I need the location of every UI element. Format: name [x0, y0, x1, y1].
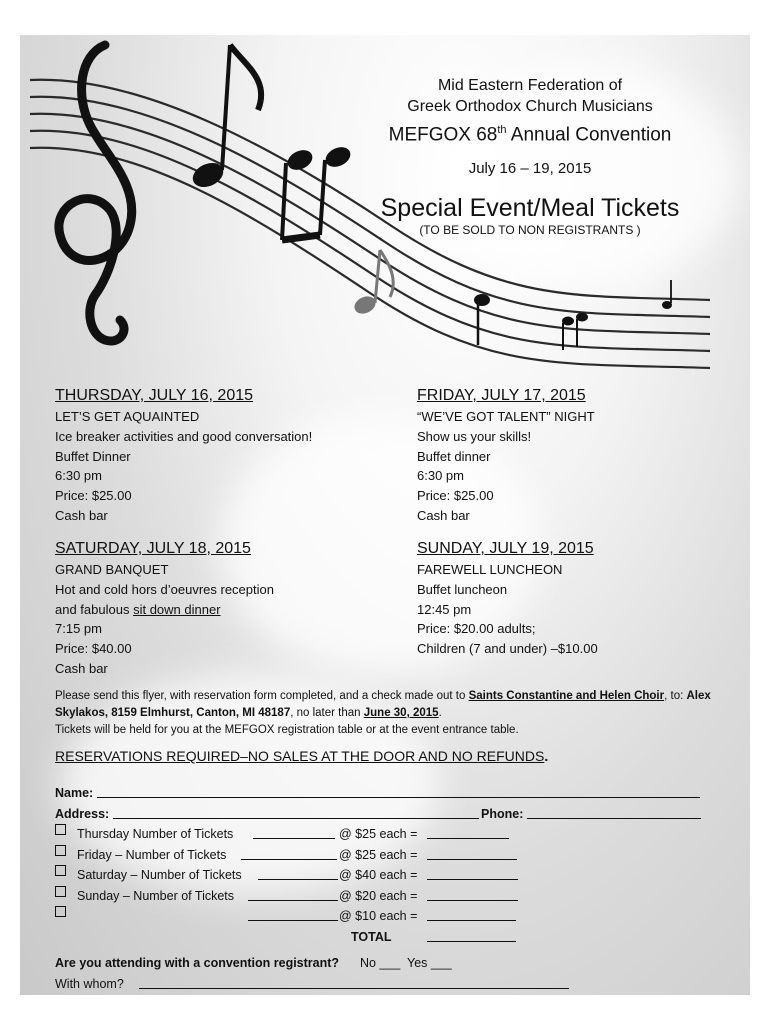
event-line: 6:30 pm: [55, 468, 102, 484]
ticket-amount-field[interactable]: [427, 920, 516, 921]
total-label: TOTAL: [351, 929, 392, 944]
event-line: 12:45 pm: [417, 601, 472, 617]
total-field[interactable]: [427, 941, 516, 942]
address-field[interactable]: [113, 818, 479, 819]
checkbox-children[interactable]: [55, 906, 66, 917]
page-title: Special Event/Meal Tickets: [380, 194, 680, 223]
with-whom-field[interactable]: [139, 988, 569, 989]
event-friday: [417, 385, 595, 526]
address-label: Address:: [55, 806, 110, 821]
registrant-row: [55, 953, 735, 974]
event-day-heading: FRIDAY, JULY 17, 2015: [417, 387, 586, 404]
ticket-label: Saturday – Number of Tickets: [77, 868, 242, 882]
yes-option[interactable]: Yes ___: [407, 956, 452, 970]
convention-title: MEFGOX 68th Annual Convention: [388, 124, 672, 146]
ticket-price: @ $20 each =: [339, 888, 418, 903]
event-line: Hot and cold hors d’oeuvres reception: [55, 581, 274, 597]
event-day-heading: SATURDAY, JULY 18, 2015: [55, 540, 251, 557]
ticket-amount-field[interactable]: [427, 859, 517, 860]
event-line: FAREWELL LUNCHEON: [417, 562, 563, 577]
ticket-label: Friday – Number of Tickets: [77, 847, 227, 862]
reservations-notice: RESERVATIONS REQUIRED–NO SALES AT THE DOOR AND NO REFUNDS.: [55, 748, 549, 764]
address-row: [55, 804, 735, 825]
federation-name-line2: Greek Orthodox Church Musicians: [407, 98, 653, 115]
ticket-price: @ $40 each =: [339, 868, 418, 882]
event-line: Children (7 and under) –$10.00: [417, 641, 598, 657]
event-line: LET’S GET AQUAINTED: [55, 409, 200, 424]
flyer-page: [20, 35, 750, 995]
checkbox-sunday[interactable]: [55, 886, 66, 897]
event-line: Ice breaker activities and good conversation!: [55, 428, 313, 444]
federation-name: Mid Eastern Federation of: [437, 77, 623, 94]
event-line: Buffet Dinner: [55, 448, 131, 464]
treble-clef-icon: [59, 45, 132, 341]
page-subtitle: (TO BE SOLD TO NON REGISTRANTS ): [419, 223, 641, 238]
event-day-heading: SUNDAY, JULY 19, 2015: [417, 540, 594, 557]
ticket-amount-field[interactable]: [427, 900, 518, 901]
ticket-qty-field[interactable]: [241, 859, 337, 860]
event-line: 7:15 pm: [55, 621, 102, 637]
ticket-label: Sunday – Number of Tickets: [77, 888, 235, 903]
checkbox-friday[interactable]: [55, 845, 66, 856]
ticket-label: Thursday Number of Tickets: [77, 827, 234, 841]
ticket-row-sunday: [55, 886, 735, 907]
mailing-instructions: Please send this flyer, with reservation form completed, and a check made out to Saints Constantine and Helen Choir, to: Alex Skylakos, 8159 Elmhurst, Canton, MI 48187, no later than June 30, 2015. Tickets will be held for you at the MEFGOX registration table or at the event entrance table.: [55, 690, 711, 736]
ticket-qty-field[interactable]: [258, 879, 338, 880]
reservation-form: [55, 783, 735, 994]
event-line: 6:30 pm: [417, 468, 464, 484]
ticket-price: @ $10 each =: [339, 909, 418, 923]
ticket-row-saturday: [55, 865, 735, 886]
event-thursday: [55, 385, 312, 526]
name-label: Name:: [55, 786, 94, 800]
checkbox-thursday[interactable]: [55, 824, 66, 835]
name-field[interactable]: [97, 797, 700, 798]
name-row: [55, 783, 735, 804]
event-header: [350, 75, 710, 238]
ticket-amount-field[interactable]: [427, 838, 509, 839]
event-line: GRAND BANQUET: [55, 562, 169, 577]
total-row: [55, 927, 735, 948]
with-whom-row: [55, 974, 735, 995]
phone-label: Phone:: [481, 806, 524, 821]
convention-dates: July 16 – 19, 2015: [468, 160, 592, 178]
event-sunday: [417, 538, 598, 659]
ticket-qty-field[interactable]: [248, 920, 338, 921]
event-line: Cash bar: [417, 507, 470, 523]
event-line: Price: $40.00: [55, 641, 132, 657]
checkbox-saturday[interactable]: [55, 865, 66, 876]
with-whom-label: With whom?: [55, 976, 124, 991]
ticket-row-thursday: [55, 824, 735, 845]
event-line: Buffet luncheon: [417, 581, 508, 597]
event-line: Price: $25.00: [55, 488, 132, 504]
ticket-amount-field[interactable]: [427, 879, 518, 880]
event-saturday: [55, 538, 274, 679]
ticket-price: @ $25 each =: [339, 847, 418, 862]
ticket-row-children: [55, 906, 735, 927]
event-line: Price: $20.00 adults;: [417, 621, 536, 637]
registrant-question: Are you attending with a convention registrant?: [55, 956, 340, 970]
event-line: “WE’VE GOT TALENT” NIGHT: [417, 409, 595, 424]
event-line: Cash bar: [55, 507, 108, 523]
phone-field[interactable]: [527, 818, 701, 819]
event-line: Buffet dinner: [417, 448, 491, 464]
event-day-heading: THURSDAY, JULY 16, 2015: [55, 387, 254, 404]
ticket-price: @ $25 each =: [339, 827, 418, 841]
ticket-qty-field[interactable]: [253, 838, 335, 839]
event-line: Show us your skills!: [417, 428, 532, 444]
event-line: Cash bar: [55, 660, 108, 676]
ticket-qty-field[interactable]: [248, 900, 338, 901]
event-line: and fabulous sit down dinner: [55, 601, 221, 617]
ticket-row-friday: [55, 845, 735, 866]
event-line: Price: $25.00: [417, 488, 494, 504]
no-option[interactable]: No ___: [360, 956, 401, 970]
